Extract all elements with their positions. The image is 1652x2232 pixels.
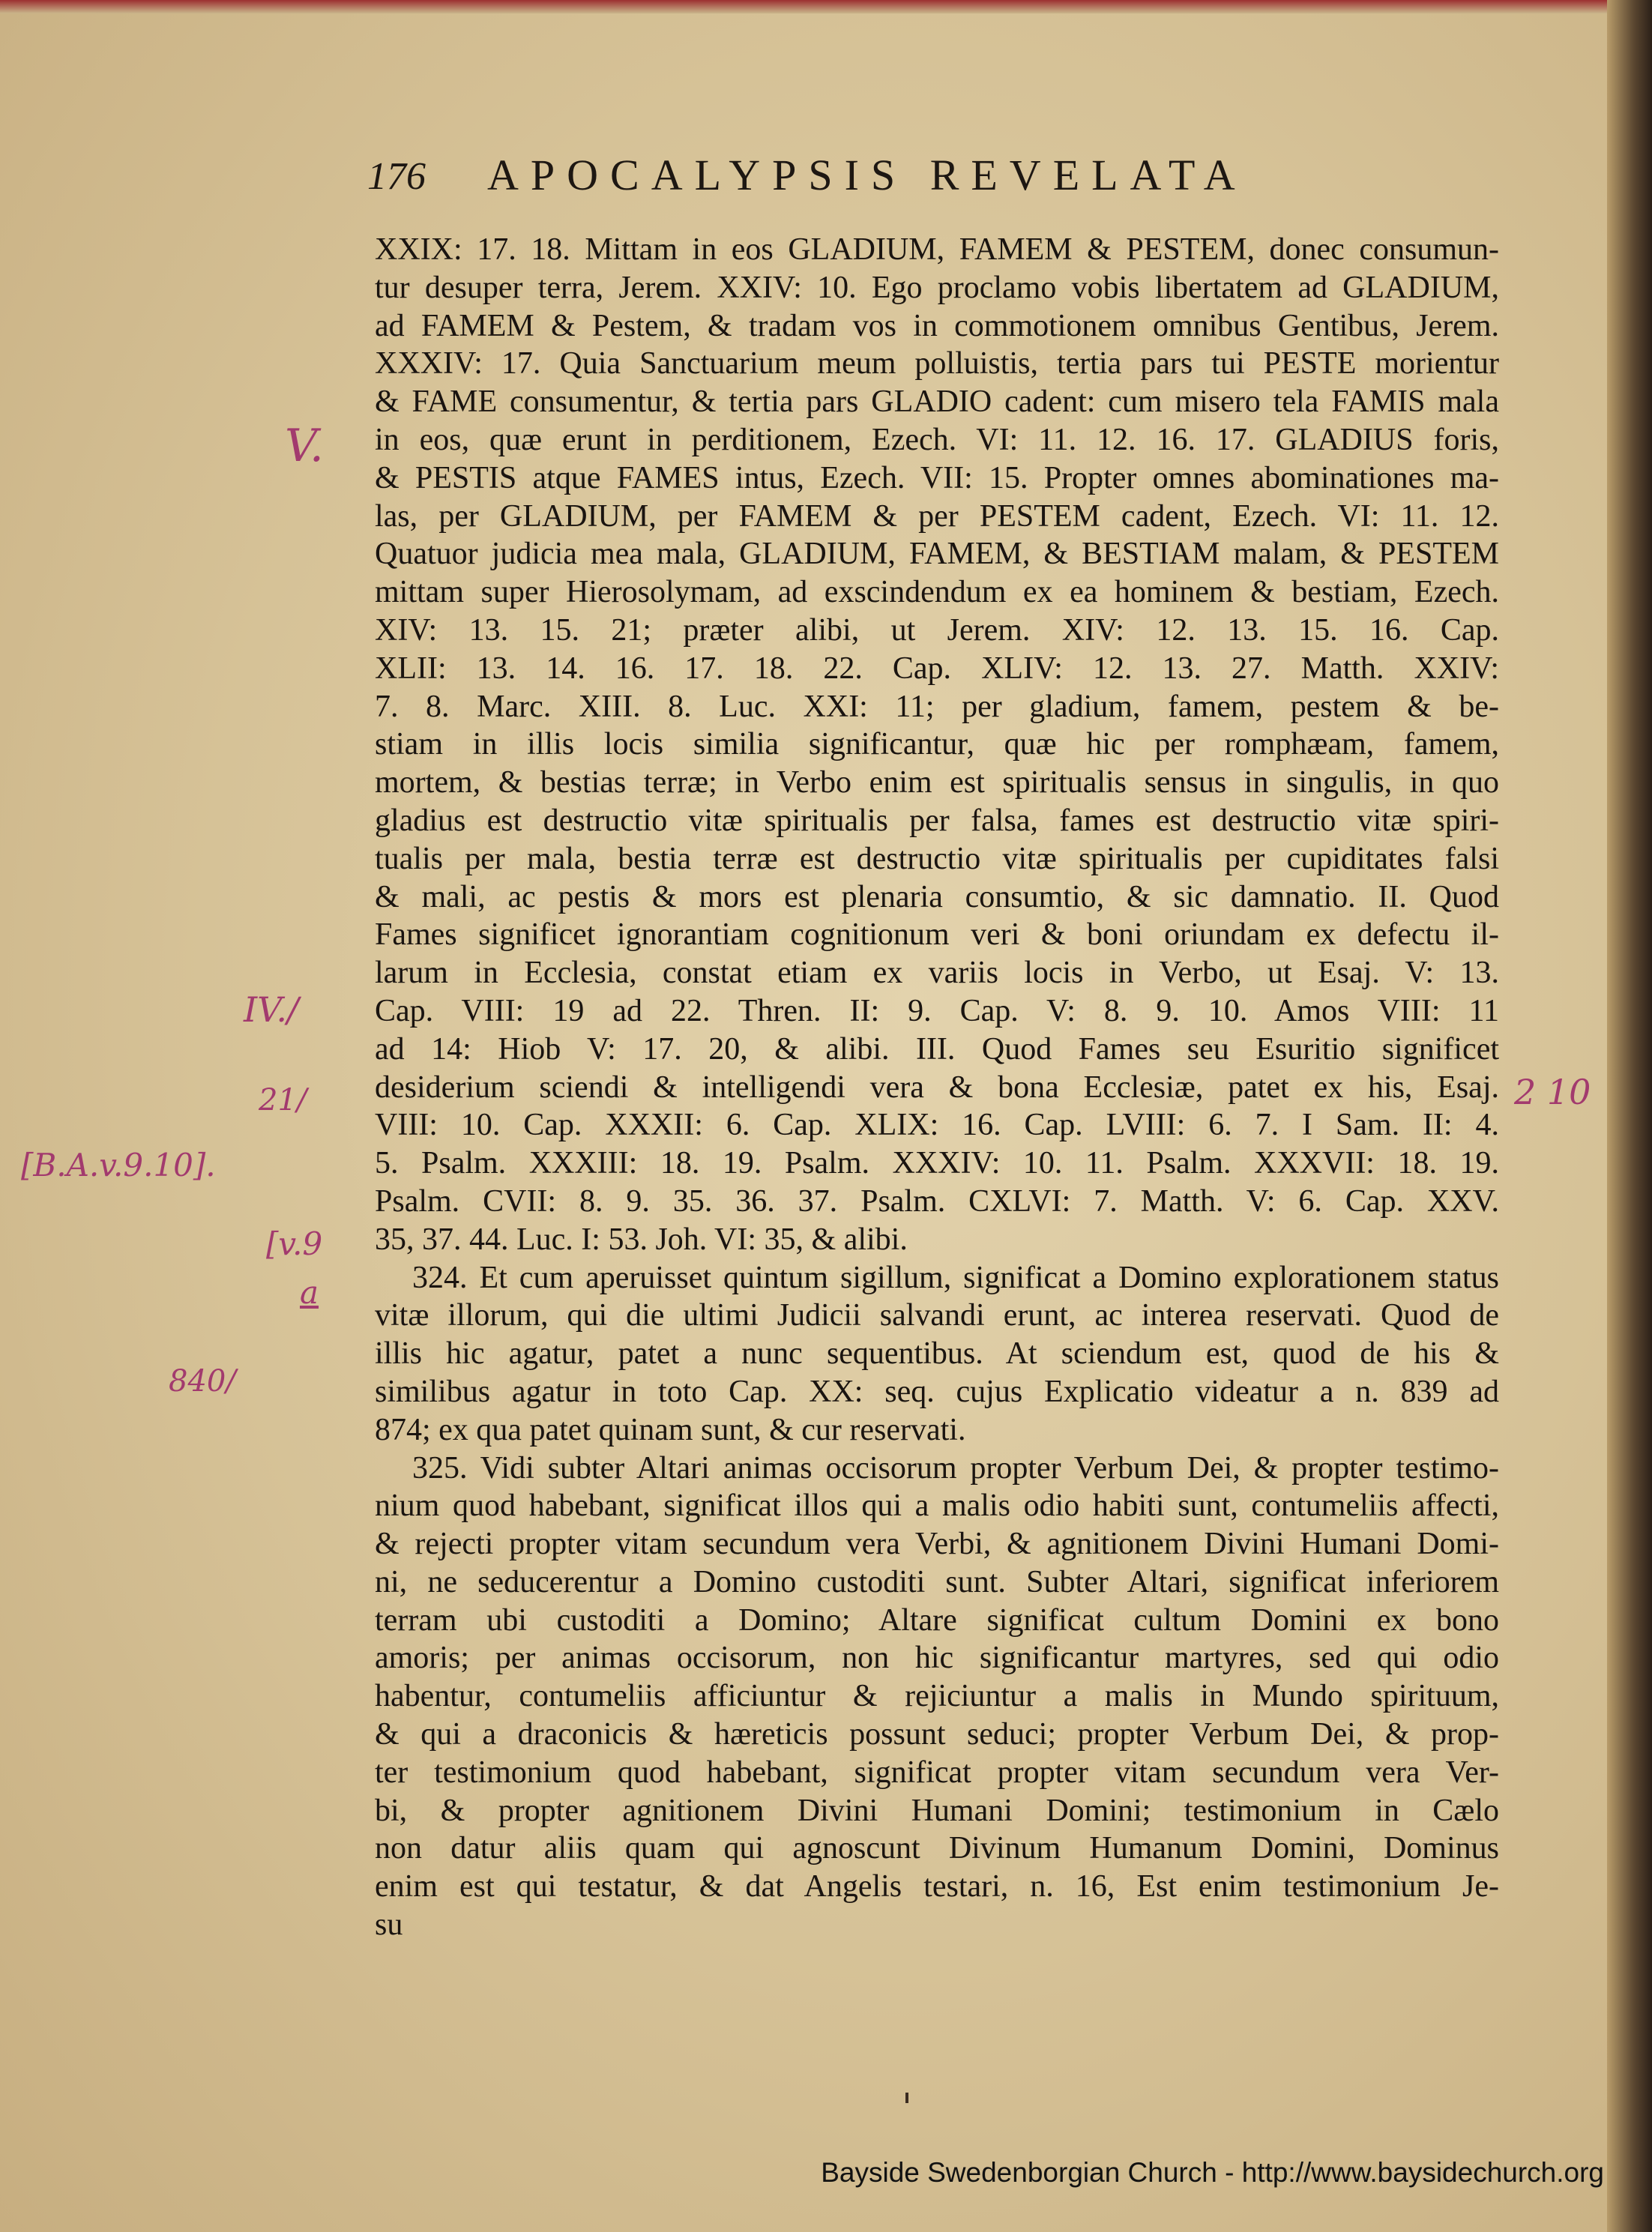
text-line: tualis per mala, bestia terræ est destructio vitæ spiritualis per cupiditates falsi xyxy=(375,841,1499,876)
page-top-edge xyxy=(0,0,1652,13)
text-line: 5. Psalm. XXXIII: 18. 19. Psalm. XXXIV: 10. 11. Psalm. XXXVII: 18. 19. xyxy=(375,1146,1499,1181)
book-gutter xyxy=(1607,0,1652,2232)
text-line: & qui a draconicis & hæreticis possunt seduci; propter Verbum Dei, & prop- xyxy=(375,1717,1499,1752)
text-line: amoris; per animas occisorum, non hic significantur martyres, sed qui odio xyxy=(375,1641,1499,1676)
catchword xyxy=(375,1944,1499,1982)
margin-note-a: a xyxy=(300,1274,319,1311)
text-line: XXIX: 17. 18. Mittam in eos GLADIUM, FAMEM & PESTEM, donec consumun- xyxy=(375,232,1499,267)
footer-credit: Bayside Swedenborgian Church - http://www.baysidechurch.org xyxy=(821,2157,1604,2188)
body-text xyxy=(375,231,1499,1982)
running-title: APOCALYPSIS REVELATA xyxy=(487,151,1247,199)
text-line: bi, & propter agnitionem Divini Humani Domini; testimonium in Cælo xyxy=(375,1793,1499,1828)
text-line: XIV: 13. 15. 21; præter alibi, ut Jerem. XIV: 12. 13. 15. 16. Cap. xyxy=(375,612,1499,648)
text-line: su xyxy=(375,1907,403,1943)
text-line: non datur aliis quam qui agnoscunt Divinum Humanum Domini, Dominus xyxy=(375,1831,1499,1866)
text-line: 7. 8. Marc. XIII. 8. Luc. XXI: 11; per gladium, famem, pestem & be- xyxy=(375,689,1499,724)
text-line: Psalm. CVII: 8. 9. 35. 36. 37. Psalm. CXLVI: 7. Matth. V: 6. Cap. XXV. xyxy=(375,1183,1499,1219)
text-line: & mali, ac pestis & mors est plenaria consumtio, & sic damnatio. II. Quod xyxy=(375,879,1499,914)
paragraph-325-start: 325. Vidi subter Altari animas occisorum propter Verbum Dei, & propter testimo- xyxy=(412,1450,1499,1486)
text-line: larum in Ecclesia, constat etiam ex variis locis in Verbo, ut Esaj. V: 13. xyxy=(375,956,1499,991)
text-line: similibus agatur in toto Cap. XX: seq. cujus Explicatio videatur a n. 839 ad xyxy=(375,1374,1499,1409)
text-line: illis hic agatur, patet a nunc sequentibus. At sciendum est, quod de his & xyxy=(375,1336,1499,1372)
text-line: desiderium sciendi & intelligendi vera & bona Ecclesiæ, patet ex his, Esaj. xyxy=(375,1070,1499,1105)
text-line: enim est qui testatur, & dat Angelis testari, n. 16, Est enim testimonium Je- xyxy=(375,1869,1499,1904)
text-line: VIII: 10. Cap. XXXII: 6. Cap. XLIX: 16. Cap. LVIII: 6. 7. I Sam. II: 4. xyxy=(375,1108,1499,1143)
margin-note-2-10: 2 10 xyxy=(1514,1072,1591,1112)
page-header xyxy=(367,150,1447,202)
text-line: vitæ illorum, qui die ultimi Judicii salvandi erunt, ac interea reservati. Quod de xyxy=(375,1298,1499,1333)
text-line: XXXIV: 17. Quia Sanctuarium meum polluistis, tertia pars tui PESTE morientur xyxy=(375,346,1499,381)
text-line: las, per GLADIUM, per FAMEM & per PESTEM cadent, Ezech. VI: 11. 12. xyxy=(375,498,1499,534)
text-line: XLII: 13. 14. 16. 17. 18. 22. Cap. XLIV: 12. 13. 27. Matth. XXIV: xyxy=(375,651,1499,686)
text-line: mittam super Hierosolymam, ad exscindendum ex ea hominem & bestiam, Ezech. xyxy=(375,575,1499,610)
text-line: 35, 37. 44. Luc. I: 53. Joh. VI: 35, & alibi. xyxy=(375,1222,908,1257)
text-line: terram ubi custoditi a Domino; Altare significat cultum Domini ex bono xyxy=(375,1602,1499,1638)
page-number: 176 xyxy=(367,155,426,198)
text-line: mortem, & bestias terræ; in Verbo enim est spiritualis sensus in singulis, in quo xyxy=(375,765,1499,800)
margin-note-840: 840/ xyxy=(169,1364,236,1399)
page-mark xyxy=(905,2093,908,2103)
margin-note-v9: [v.9 xyxy=(266,1225,323,1262)
text-line: 874; ex qua patet quinam sunt, & cur reservati. xyxy=(375,1412,966,1447)
text-line: Cap. VIII: 19 ad 22. Thren. II: 9. Cap. V: 8. 9. 10. Amos VIII: 11 xyxy=(375,993,1499,1028)
margin-note-21: 21/ xyxy=(259,1083,307,1117)
margin-note-bav: [B.A.v.9.10]. xyxy=(21,1147,216,1183)
text-line: ad FAMEM & Pestem, & tradam vos in commotionem omnibus Gentibus, Jerem. xyxy=(375,308,1499,343)
text-line: & rejecti propter vitam secundum vera Verbi, & agnitionem Divini Humani Domi- xyxy=(375,1527,1499,1562)
text-line: & FAME consumentur, & tertia pars GLADIO cadent: cum misero tela FAMIS mala xyxy=(375,384,1499,420)
text-line: ad 14: Hiob V: 17. 20, & alibi. III. Quod Fames seu Esuritio significet xyxy=(375,1031,1499,1067)
text-line: nium quod habebant, significat illos qui a malis odio habiti sunt, contumeliis affecti, xyxy=(375,1488,1499,1524)
text-line: in eos, quæ erunt in perditionem, Ezech. VI: 11. 12. 16. 17. GLADIUS foris, xyxy=(375,422,1499,457)
text-line: gladius est destructio vitæ spiritualis per falsa, fames est destructio vitæ spiri- xyxy=(375,803,1499,838)
margin-note-v: V. xyxy=(285,420,324,472)
text-line: habentur, contumeliis afficiuntur & rejiciuntur a malis in Mundo spirituum, xyxy=(375,1679,1499,1714)
text-line: Fames significet ignorantiam cognitionum veri & boni oriundam ex defectu il- xyxy=(375,917,1499,953)
paragraph-324-start: 324. Et cum aperuisset quintum sigillum, significat a Domino explorationem status xyxy=(412,1260,1499,1295)
margin-note-iv: IV./ xyxy=(244,989,299,1030)
text-line: Quatuor judicia mea mala, GLADIUM, FAMEM, & BESTIAM malam, & PESTEM xyxy=(375,537,1499,572)
text-line: stiam in illis locis similia significantur, quæ hic per romphæam, famem, xyxy=(375,727,1499,762)
text-line: tur desuper terra, Jerem. XXIV: 10. Ego proclamo vobis libertatem ad GLADIUM, xyxy=(375,270,1499,305)
text-line: & PESTIS atque FAMES intus, Ezech. VII: 15. Propter omnes abominationes ma- xyxy=(375,460,1499,495)
text-line: ter testimonium quod habebant, significat propter vitam secundum vera Ver- xyxy=(375,1755,1499,1790)
text-line: ni, ne seducerentur a Domino custoditi sunt. Subter Altari, significat inferiorem xyxy=(375,1564,1499,1599)
